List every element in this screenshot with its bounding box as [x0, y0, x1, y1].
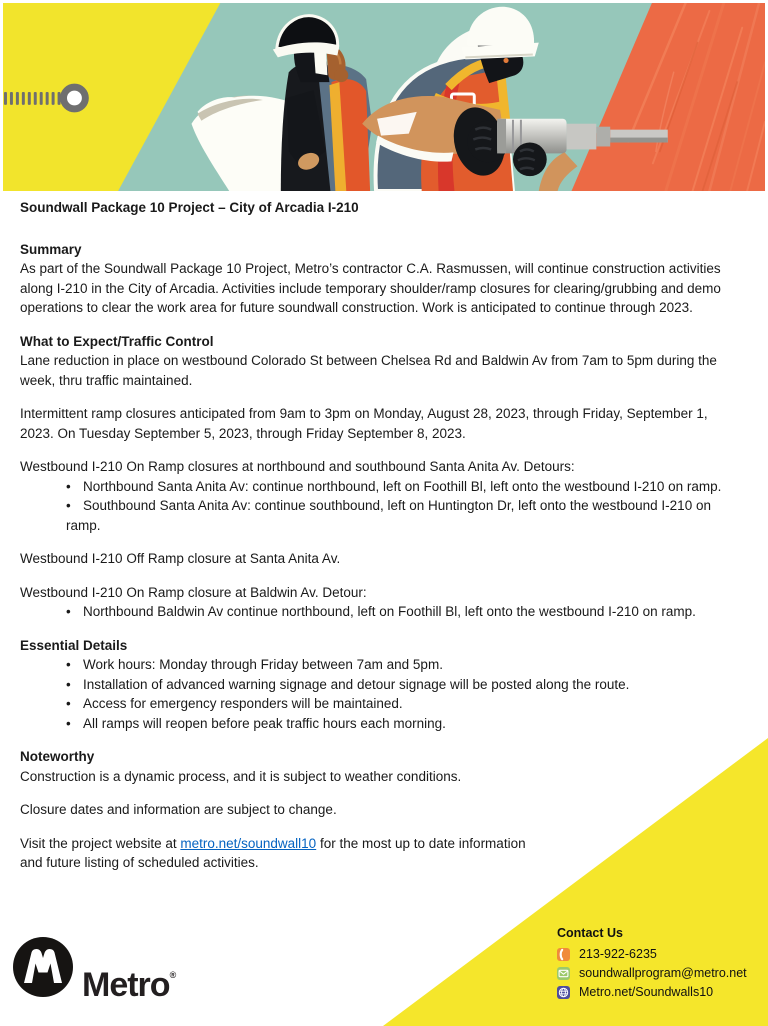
list-item: • Work hours: Monday through Friday between 7am and 5pm. — [20, 655, 742, 675]
construction-workers-illustration — [3, 3, 765, 191]
essential-details-heading: Essential Details — [20, 637, 128, 653]
noteworthy-paragraph-2: Closure dates and information are subject to change. — [20, 802, 337, 817]
document-body — [0, 193, 768, 873]
email-icon — [557, 967, 570, 980]
traffic-paragraph-2: Intermittent ramp closures anticipated from 9am to 3pm on Monday, August 28, 2023, through Friday, September 1, 2023. On Tuesday September 5, 2023, through Friday September 8, 2023. — [20, 406, 708, 441]
list-item: • All ramps will reopen before peak traffic hours each morning. — [20, 714, 742, 734]
contact-phone-row — [557, 947, 757, 961]
off-ramp-paragraph: Westbound I-210 Off Ramp closure at Santa Anita Av. — [20, 551, 341, 566]
page-title: Soundwall Package 10 Project – City of Arcadia I-210 — [20, 200, 359, 215]
contact-email: soundwallprogram@metro.net — [579, 966, 747, 980]
phone-icon — [557, 948, 570, 961]
santa-anita-intro: Westbound I-210 On Ramp closures at northbound and southbound Santa Anita Av. Detours: — [20, 459, 575, 474]
website-text-prefix: Visit the project website at — [20, 835, 177, 851]
contact-heading: Contact Us — [557, 926, 623, 940]
website-text-suffix: for the most up to date information — [319, 835, 526, 851]
website-paragraph — [20, 834, 742, 873]
contact-website: Metro.net/Soundwalls10 — [579, 985, 714, 999]
noteworthy-paragraph-1: Construction is a dynamic process, and it is subject to weather conditions. — [20, 768, 462, 784]
noteworthy-heading: Noteworthy — [20, 749, 95, 764]
metro-wordmark-text: Metro — [82, 966, 170, 1004]
baldwin-intro: Westbound I-210 On Ramp closure at Baldwin Av. Detour: — [20, 584, 367, 600]
metro-m-icon — [12, 936, 74, 998]
contact-phone: 213-922-6235 — [579, 947, 657, 961]
globe-icon — [557, 986, 570, 999]
list-item: • Installation of advanced warning signage and detour signage will be posted along the route. — [20, 675, 742, 695]
essential-details-list — [20, 655, 742, 733]
summary-heading: Summary — [20, 241, 82, 257]
list-item: • Southbound Santa Anita Av: continue southbound, left on Huntington Dr, left onto the westbound I-210 on ramp. — [20, 496, 742, 535]
registered-mark: ® — [169, 970, 177, 980]
metro-wordmark — [82, 966, 176, 1005]
contact-block — [557, 926, 757, 1004]
project-website-link[interactable]: metro.net/soundwall10 — [180, 835, 317, 851]
traffic-heading: What to Expect/Traffic Control — [20, 333, 214, 349]
contact-email-row — [557, 966, 757, 980]
summary-paragraph: As part of the Soundwall Package 10 Project, Metro’s contractor C.A. Rasmussen, will continue construction activities along I-210 in the City of Arcadia. Activities include temporary shoulder/ramp closures for clearing/grubbing and demo operations to clear the work area for future soundwall construction. Work is anticipated to continue through 2023. — [20, 261, 721, 315]
header-illustration — [3, 3, 765, 191]
traffic-paragraph-1: Lane reduction in place on westbound Colorado St between Chelsea Rd and Baldwin Av from 7am to 5pm during the week, thru traffic maintained. — [20, 353, 717, 388]
contact-website-row — [557, 985, 757, 999]
list-item: • Access for emergency responders will be maintained. — [20, 694, 742, 714]
santa-anita-detour-list — [20, 477, 742, 536]
baldwin-detour-list — [20, 602, 742, 622]
website-text-line2: and future listing of scheduled activities. — [20, 855, 259, 870]
list-item: • Northbound Santa Anita Av: continue northbound, left on Foothill Bl, left onto the westbound I-210 on ramp. — [20, 477, 742, 497]
list-item: • Northbound Baldwin Av continue northbound, left on Foothill Bl, left onto the westbound I-210 on ramp. — [20, 602, 742, 622]
metro-logo — [12, 936, 74, 1003]
